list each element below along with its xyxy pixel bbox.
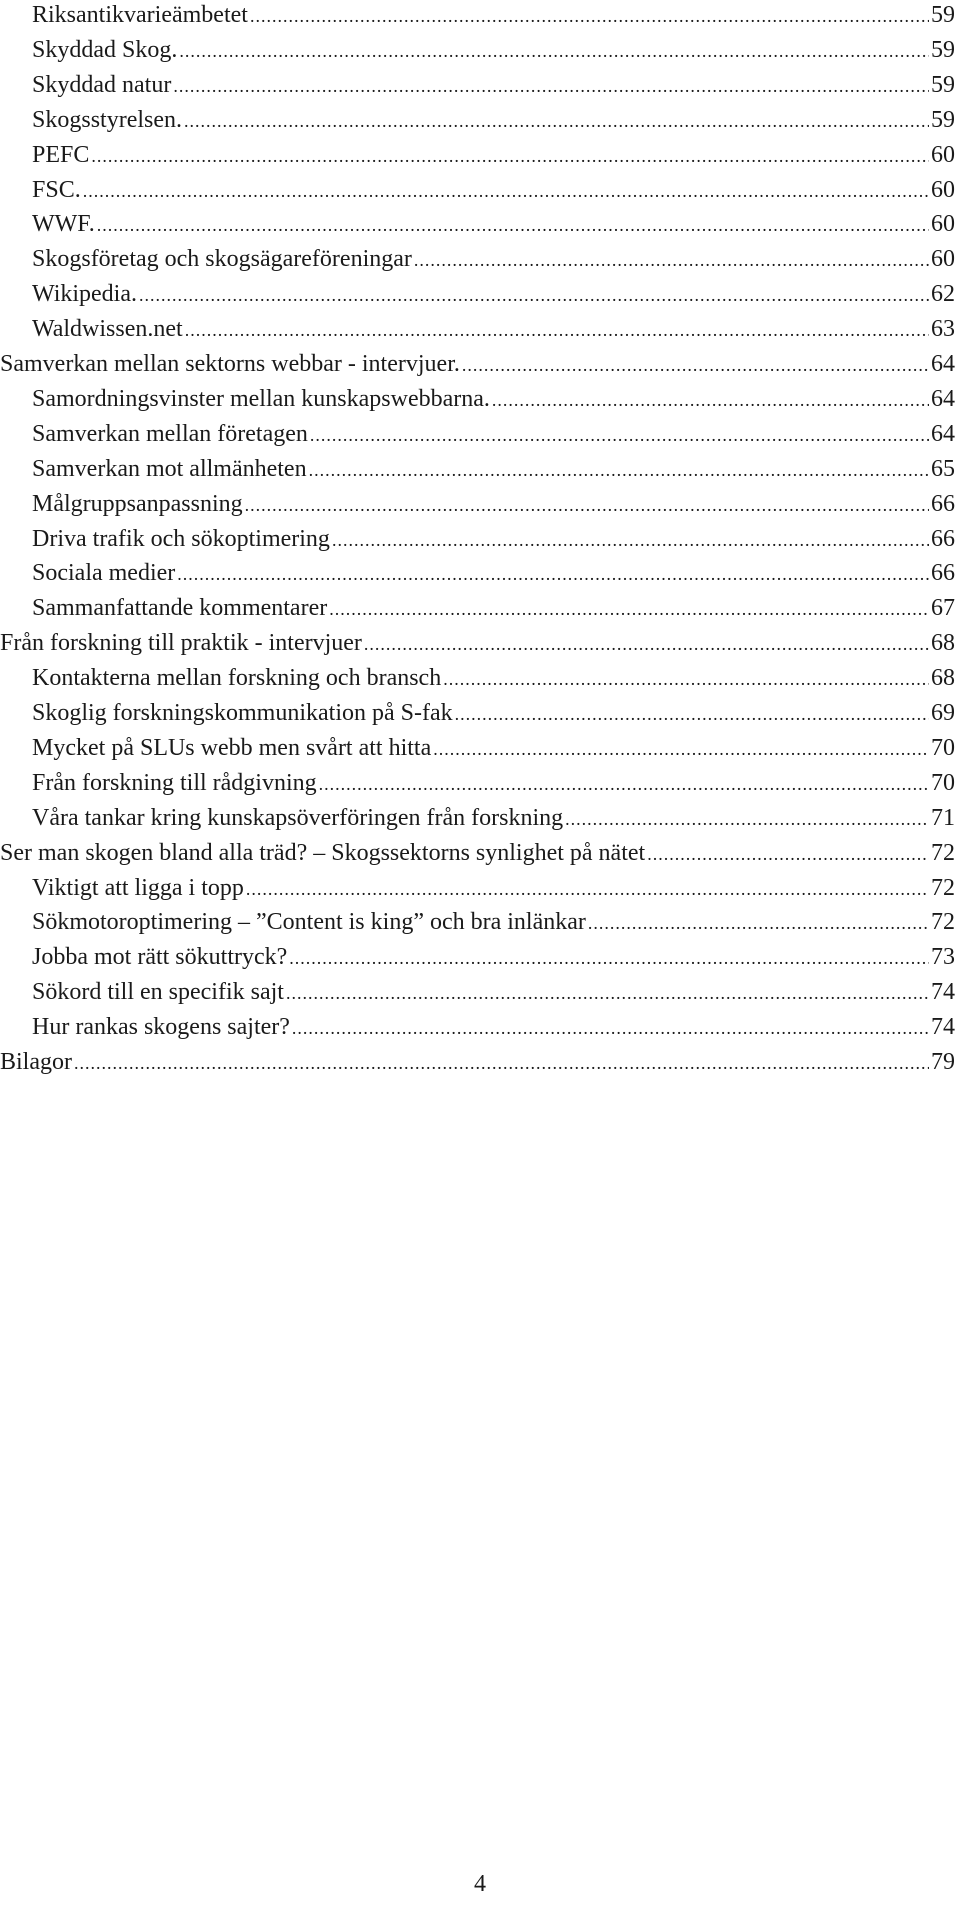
toc-entry[interactable] xyxy=(32,140,955,175)
toc-entry-title: Bilagor xyxy=(0,1049,72,1075)
toc-entry[interactable] xyxy=(32,419,955,454)
toc-dot-leader xyxy=(414,245,929,275)
toc-entry[interactable] xyxy=(32,558,955,593)
toc-entry-title: Skogsstyrelsen. xyxy=(32,106,182,133)
toc-line xyxy=(32,593,955,624)
toc-entry-page: 74 xyxy=(931,1014,955,1041)
toc-dot-leader xyxy=(250,1,929,31)
toc-entry[interactable] xyxy=(32,0,955,35)
toc-dot-leader xyxy=(319,769,929,799)
toc-entry-title: WWF. xyxy=(32,211,95,238)
toc-line xyxy=(32,768,955,799)
toc-line xyxy=(32,663,955,694)
toc-entry[interactable] xyxy=(32,942,955,977)
toc-entry-title: Mycket på SLUs webb men svårt att hitta xyxy=(32,734,432,761)
toc-entry[interactable] xyxy=(32,70,955,105)
toc-entry[interactable] xyxy=(32,733,955,768)
toc-dot-leader xyxy=(309,455,929,485)
toc-dot-leader xyxy=(177,559,929,589)
toc-entry-page: 72 xyxy=(931,839,955,866)
toc-entry[interactable] xyxy=(32,175,955,210)
toc-entry[interactable] xyxy=(32,314,955,349)
toc-dot-leader xyxy=(245,490,929,520)
toc-entry-page: 64 xyxy=(931,385,955,412)
toc-entry-page: 70 xyxy=(931,734,955,761)
toc-line xyxy=(32,209,955,240)
toc-entry[interactable] xyxy=(32,524,955,559)
toc-entry-title: Kontakterna mellan forskning och bransch xyxy=(32,665,442,692)
toc-entry-page: 68 xyxy=(931,630,955,657)
toc-entry-page: 64 xyxy=(931,420,955,447)
toc-entry-title: Viktigt att ligga i topp xyxy=(32,874,244,901)
toc-entry[interactable] xyxy=(32,35,955,70)
page-number: 4 xyxy=(474,1871,486,1897)
toc-dot-leader xyxy=(462,350,929,380)
toc-dot-leader xyxy=(455,699,929,729)
toc-entry-title: Skogsföretag och skogsägareföreningar xyxy=(32,246,412,273)
toc-entry[interactable] xyxy=(32,907,955,942)
toc-entry-page: 66 xyxy=(931,525,955,552)
toc-entry-page: 60 xyxy=(931,141,955,168)
toc-dot-leader xyxy=(289,943,929,973)
toc-entry-page: 70 xyxy=(931,769,955,796)
toc-line xyxy=(32,977,955,1008)
toc-dot-leader xyxy=(647,839,929,869)
toc-entry-title: Driva trafik och sökoptimering xyxy=(32,525,330,552)
toc-entry[interactable] xyxy=(32,384,955,419)
toc-entry[interactable] xyxy=(0,838,955,873)
toc-entry-title: Skyddad Skog. xyxy=(32,36,178,63)
toc-entry-title: Riksantikvarieämbetet xyxy=(32,2,248,28)
toc-entry-page: 79 xyxy=(931,1049,955,1075)
toc-line xyxy=(32,698,955,729)
toc-entry-title: Samverkan mellan företagen xyxy=(32,420,308,447)
toc-entry-title: Waldwissen.net xyxy=(32,316,183,343)
toc-entry-page: 72 xyxy=(931,874,955,901)
toc-line xyxy=(0,628,955,659)
toc-line xyxy=(32,942,955,973)
toc-line xyxy=(32,1012,955,1043)
toc-line xyxy=(32,907,955,938)
toc-line xyxy=(32,384,955,415)
toc-entry-page: 60 xyxy=(931,246,955,273)
toc-entry-title: Skoglig forskningskommunikation på S-fak xyxy=(32,700,453,726)
toc-dot-leader xyxy=(332,525,929,555)
toc-entry[interactable] xyxy=(32,209,955,244)
toc-line xyxy=(32,873,955,904)
toc-entry[interactable] xyxy=(0,349,955,384)
toc-entry[interactable] xyxy=(32,698,955,733)
toc-entry-title: Hur rankas skogens sajter? xyxy=(32,1014,290,1041)
toc-dot-leader xyxy=(364,629,929,659)
toc-entry-title: Wikipedia. xyxy=(32,281,137,308)
toc-line xyxy=(0,838,955,869)
toc-dot-leader xyxy=(173,71,929,101)
toc-line xyxy=(32,314,955,345)
toc-line xyxy=(32,733,955,764)
toc-dot-leader xyxy=(74,1048,929,1078)
toc-line xyxy=(32,0,955,31)
toc-entry[interactable] xyxy=(0,628,955,663)
toc-entry-title: Samverkan mot allmänheten xyxy=(32,455,307,482)
toc-entry-page: 66 xyxy=(931,560,955,587)
toc-dot-leader xyxy=(292,1013,929,1043)
toc-dot-leader xyxy=(565,804,929,834)
toc-entry[interactable] xyxy=(32,1012,955,1047)
toc-entry[interactable] xyxy=(32,279,955,314)
toc-entry-page: 69 xyxy=(931,700,955,726)
toc-entry-page: 71 xyxy=(931,804,955,831)
toc-entry-title: Sociala medier xyxy=(32,560,176,587)
toc-entry-title: Målgruppsanpassning xyxy=(32,490,243,517)
toc-entry[interactable] xyxy=(32,244,955,279)
toc-entry-title: Sammanfattande kommentarer xyxy=(32,595,328,622)
toc-entry-title: Våra tankar kring kunskapsöverföringen från forskning xyxy=(32,804,564,831)
toc-dot-leader xyxy=(329,594,929,624)
toc-entry-page: 74 xyxy=(931,979,955,1006)
toc-dot-leader xyxy=(433,734,929,764)
toc-entry-page: 64 xyxy=(931,351,955,377)
toc-entry[interactable] xyxy=(32,489,955,524)
toc-entry-page: 73 xyxy=(931,944,955,971)
toc-line xyxy=(32,175,955,206)
toc-entry-title: Från forskning till praktik - intervjuer xyxy=(0,630,362,657)
toc-entry-title: PEFC xyxy=(32,141,90,168)
toc-dot-leader xyxy=(179,36,929,66)
toc-line xyxy=(32,419,955,450)
toc-entry-page: 59 xyxy=(931,106,955,133)
toc-entry-title: Sökmotoroptimering – ”Content is king” och bra inlänkar xyxy=(32,909,586,936)
toc-line xyxy=(32,244,955,275)
toc-entry-page: 67 xyxy=(931,595,955,622)
toc-line xyxy=(32,524,955,555)
toc-entry-title: Sökord till en specifik sajt xyxy=(32,979,284,1006)
toc-entry[interactable] xyxy=(0,1047,955,1082)
toc-entry[interactable] xyxy=(32,663,955,698)
toc-line xyxy=(32,35,955,66)
toc-dot-leader xyxy=(139,280,929,310)
toc-dot-leader xyxy=(492,385,929,415)
toc-dot-leader xyxy=(246,874,929,904)
toc-entry[interactable] xyxy=(32,977,955,1012)
toc-entry-page: 72 xyxy=(931,909,955,936)
toc-dot-leader xyxy=(443,664,929,694)
toc-dot-leader xyxy=(184,106,929,136)
toc-entry-page: 63 xyxy=(931,316,955,343)
toc-entry[interactable] xyxy=(32,593,955,628)
toc-dot-leader xyxy=(286,978,929,1008)
toc-entry-title: Samverkan mellan sektorns webbar - intervjuer. xyxy=(0,351,460,377)
toc-entry-page: 65 xyxy=(931,455,955,482)
toc-entry-page: 66 xyxy=(931,490,955,517)
toc-entry[interactable] xyxy=(32,873,955,908)
toc-entry[interactable] xyxy=(32,803,955,838)
toc-line xyxy=(0,1047,955,1078)
toc-entry[interactable] xyxy=(32,454,955,489)
toc-entry-title: Ser man skogen bland alla träd? – Skogssektorns synlighet på nätet xyxy=(0,839,646,866)
toc-dot-leader xyxy=(310,420,929,450)
toc-entry-page: 62 xyxy=(931,281,955,308)
toc-line xyxy=(32,558,955,589)
toc-dot-leader xyxy=(83,176,929,206)
toc-line xyxy=(32,489,955,520)
toc-line xyxy=(32,70,955,101)
toc-dot-leader xyxy=(97,210,929,240)
toc-entry-page: 59 xyxy=(931,2,955,28)
toc-entry-page: 68 xyxy=(931,665,955,692)
toc-entry-title: Samordningsvinster mellan kunskapswebbarna. xyxy=(32,385,490,412)
toc-entry-title: Från forskning till rådgivning xyxy=(32,769,317,796)
toc-entry-title: FSC. xyxy=(32,176,81,203)
toc-entry-page: 60 xyxy=(931,211,955,238)
toc-line xyxy=(32,803,955,834)
toc-line xyxy=(0,349,955,380)
toc-dot-leader xyxy=(91,141,929,171)
toc-line xyxy=(32,279,955,310)
toc-entry[interactable] xyxy=(32,105,955,140)
toc-line xyxy=(32,140,955,171)
toc-entry-page: 59 xyxy=(931,36,955,63)
toc-entry-title: Jobba mot rätt sökuttryck? xyxy=(32,944,288,971)
toc-entry[interactable] xyxy=(32,768,955,803)
toc-entry-title: Skyddad natur xyxy=(32,71,172,98)
toc-entry-page: 59 xyxy=(931,71,955,98)
toc-entry-page: 60 xyxy=(931,176,955,203)
toc-line xyxy=(32,105,955,136)
toc-dot-leader xyxy=(185,315,929,345)
toc-line xyxy=(32,454,955,485)
toc-dot-leader xyxy=(588,908,929,938)
